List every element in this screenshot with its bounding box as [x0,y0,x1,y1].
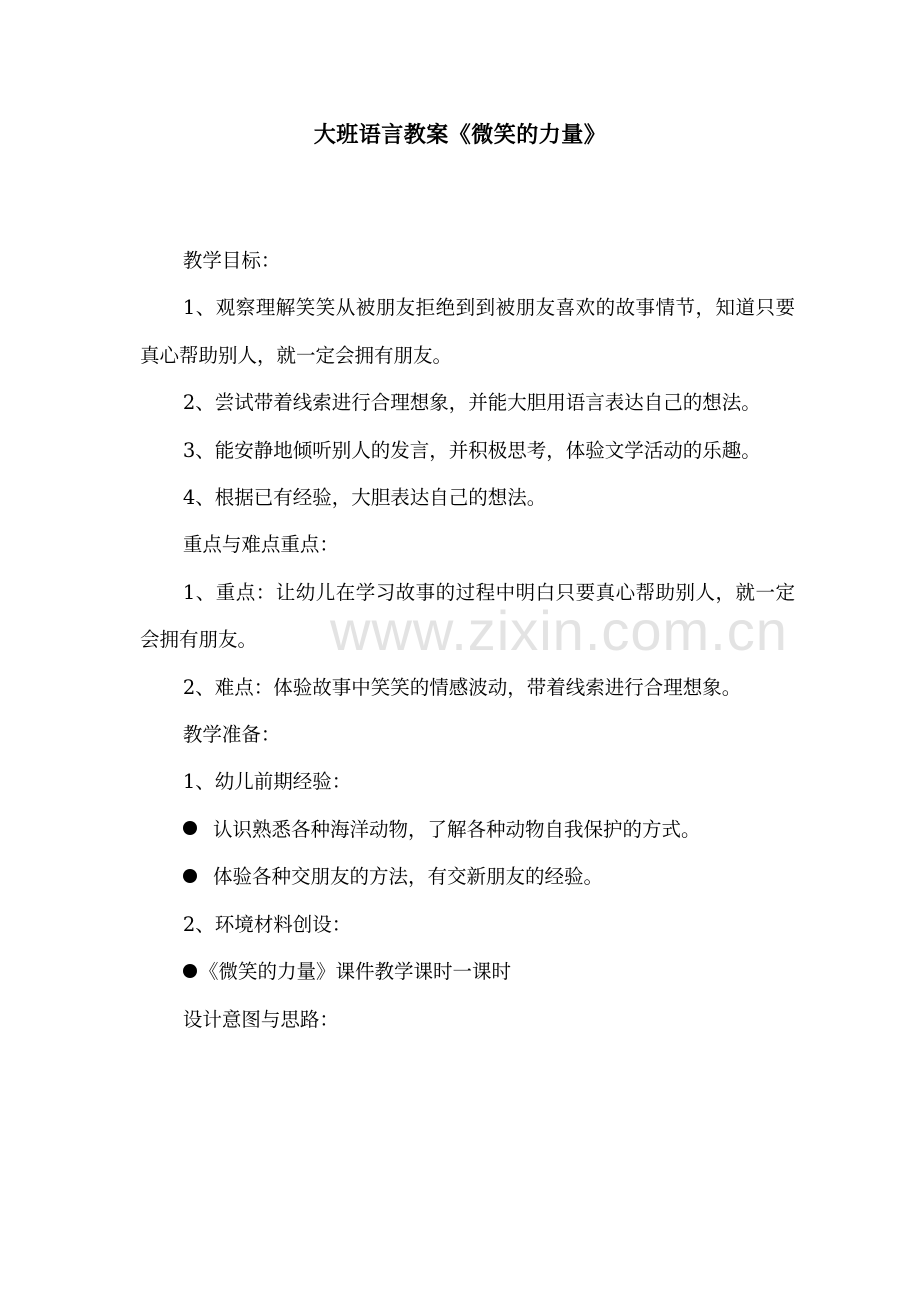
goal-item-3: 3、能安静地倾听别人的发言，并积极思考，体验文学活动的乐趣。 [182,438,761,462]
goals-heading: 教学目标： [182,249,281,272]
bullet-text: 认识熟悉各种海洋动物，了解各种动物自我保护的方式。 [213,817,701,841]
bullet-text: 体验各种交朋友的方法，有交新朋友的经验。 [213,865,604,889]
preparation-item-1: 1、幼儿前期经验： [182,770,352,794]
key-point-1: 1、重点：让幼儿在学习故事的过程中明白只要真心帮助别人，就一定会拥有朋友。 [140,580,795,652]
key-points-heading: 重点与难点重点： [182,533,339,557]
bullet-text: 《微笑的力量》课件教学课时一课时 [199,960,512,984]
preparation-heading: 教学准备： [182,723,281,747]
goal-item-4: 4、根据已有经验，大胆表达自己的想法。 [182,486,547,510]
bullet-dot-icon [183,869,197,883]
preparation-bullet [140,948,795,995]
key-point-2: 2、难点：体验故事中笑笑的情感波动，带着线索进行合理想象。 [182,675,742,699]
watermark: www.zixin.com.cn [330,599,788,662]
preparation-item-2: 2、环境材料创设： [182,912,352,936]
document-body [140,237,795,1043]
document-title: 大班语言教案《微笑的力量》 [313,122,607,148]
goal-item-2: 2、尝试带着线索进行合理想象，并能大胆用语言表达自己的想法。 [182,391,761,415]
bullet-dot-icon [183,964,197,978]
preparation-bullet [140,853,795,900]
goal-item-1: 1、观察理解笑笑从被朋友拒绝到到被朋友喜欢的故事情节，知道只要真心帮助别人，就一定会拥有朋友。 [140,296,795,367]
design-heading: 设计意图与思路： [182,1007,339,1031]
bullet-dot-icon [183,821,197,835]
preparation-bullet [140,806,795,853]
